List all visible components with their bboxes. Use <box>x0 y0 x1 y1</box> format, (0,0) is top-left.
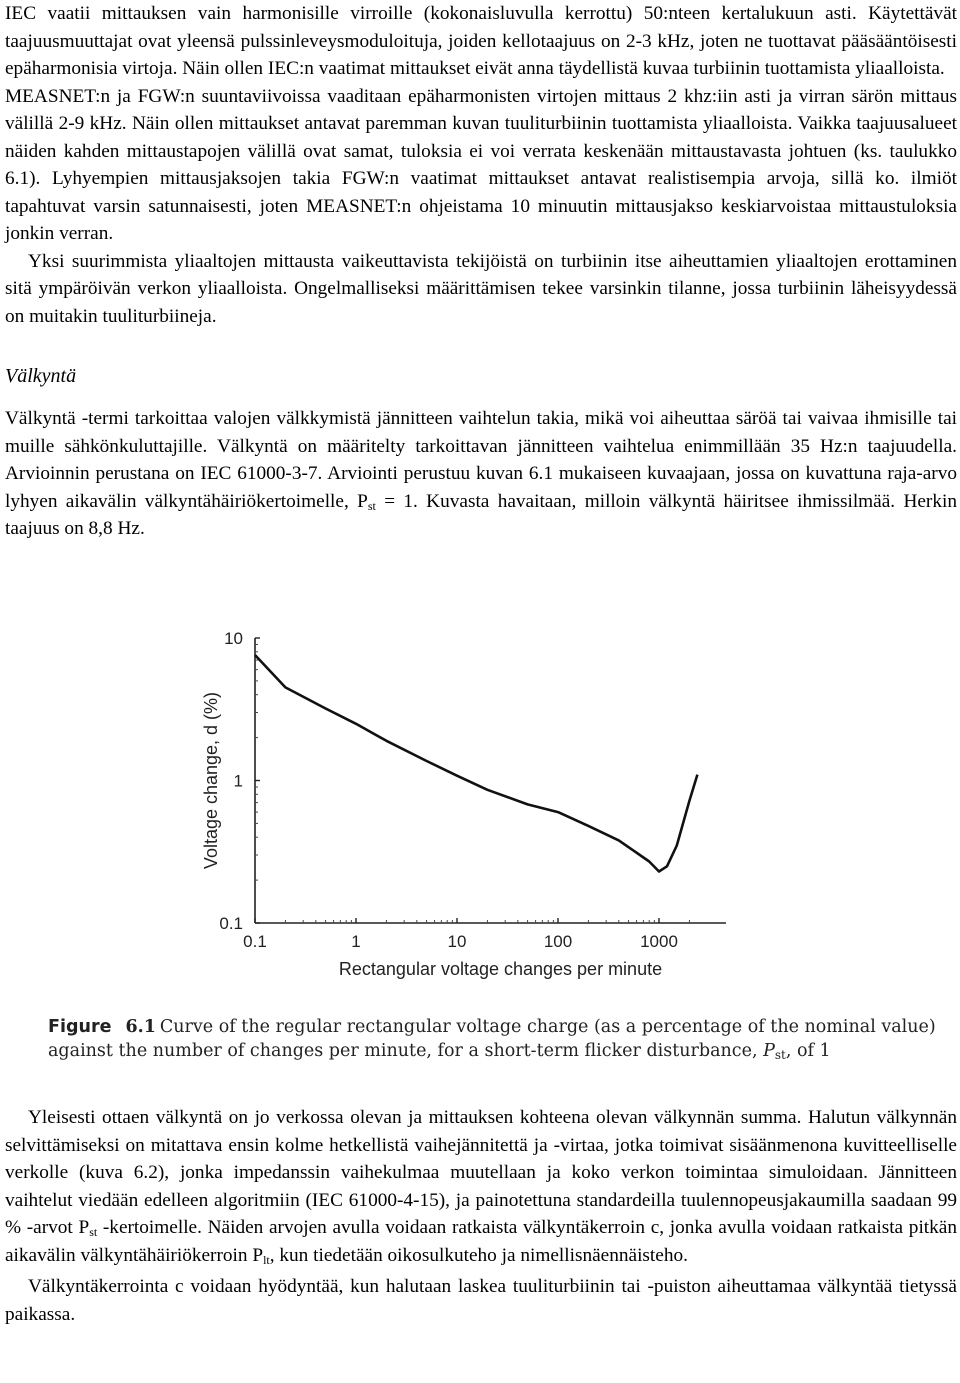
document-page <box>5 0 957 543</box>
y-tick-label: 0.1 <box>219 914 243 933</box>
pst-subscript-2: st <box>89 1225 98 1239</box>
plt-subscript: lt <box>263 1252 270 1267</box>
pst-subscript: st <box>367 498 376 513</box>
caption-symbol-sub: st <box>774 1048 786 1062</box>
document-page-lower <box>5 1104 957 1328</box>
measurement-text-a: Yleisesti ottaen välkyntä on jo verkossa olevan ja mittauksen kohteena olevan välkynnän summa. Halutun välkynnän selvittämiseksi on mitattava ensin kolme hetkellistä vaihejännitettä ja -virtaa, jotka toimivat sisäänmenona kuvitteelliselle verkolle (kuva 6.2), jonka impedanssin vaihekulmaa muutellaan ja koko verkon toimintaa simuloidaan. Jännitteen vaihtelut viedään edelleen algoritmiin (IEC 61000-4-15), ja painotettuna standardeilla tuulennopeusjakaumilla saadaan 99 % -arvot P <box>5 1107 957 1238</box>
y-axis-title: Voltage change, d (%) <box>201 691 221 870</box>
x-axis-title: Rectangular voltage changes per minute <box>338 959 663 979</box>
chart-axes <box>255 638 726 923</box>
flicker-text-b: = 1. Kuvasta havaitaan, milloin välkyntä häiritsee ihmissilmää. Herkin taajuus on 8,8 Hz. <box>5 490 957 539</box>
x-tick-label: 0.1 <box>243 932 267 951</box>
figure-caption <box>48 1015 948 1063</box>
series-curve <box>255 655 697 872</box>
caption-text-b: , of 1 <box>785 1041 831 1061</box>
measurement-text-c: , kun tiedetään oikosulkuteho ja nimellisnäennäisteho. <box>269 1244 688 1266</box>
figure-label: Figure <box>48 1017 112 1037</box>
figure-number: 6.1 <box>125 1017 156 1037</box>
paragraph-flicker-measurement <box>5 1104 957 1269</box>
caption-text-a: Curve of the regular rectangular voltage charge (as a percentage of the nominal value) against the number of changes per minute, for a short-term flicker disturbance, <box>48 1017 936 1061</box>
paragraph-flicker-coefficient: Välkyntäkerrointa c voidaan hyödyntää, kun halutaan laskea tuuliturbiinin tai -puiston aiheuttamaa välkyntää tietyssä paikassa. <box>5 1276 957 1325</box>
section-heading-flicker: Välkyntä <box>5 365 77 387</box>
x-tick-label: 1000 <box>640 932 678 951</box>
paragraph-harmonics-iec: IEC vaatii mittauksen vain harmonisille virroille (kokonaisluvulla kerrottu) 50:nteen kertalukuun asti. Käytettävät taajuusmuuttajat ovat yleensä pulssinleveysmoduloituja, joiden kellotaajuus on 2-3 kHz, joten ne tuottavat pääsääntöisesti epäharmonisia virtoja. Näin ollen IEC:n vaatimat mittaukset eivät anna täydellistä kuvaa turbiinin tuottamista yliaalloista. <box>5 3 957 79</box>
flicker-curve-chart <box>0 610 960 1010</box>
chart-ticks <box>255 638 689 923</box>
x-tick-label: 10 <box>447 932 467 951</box>
chart-labels <box>201 629 678 979</box>
paragraph-measnet-fgw: MEASNET:n ja FGW:n suuntaviivoissa vaaditaan epäharmonisten virtojen mittaus 2 khz:iin asti ja virran särön mittaus välillä 2-9 kHz. Näin ollen mittaukset antavat paremman kuvan tuuliturbiinin tuottamista yliaalloista. Vaikka taajuusalueet näiden kahden mittaustapojen välillä ovat samat, tuloksia ei voi verrata keskenään mittaustavasta johtuen (ks. taulukko 6.1). Lyhyempien mittausjaksojen takia FGW:n vaatimat mittaukset antavat realistisempia arvoja, sillä ko. ilmiöt tapahtuvat varsin satunnaisesti, joten MEASNET:n ohjeistama 10 minuutin mittausjakso keskiarvoistaa mittaustuloksia jonkin verran. <box>5 85 957 244</box>
measurement-text-b: -kertoimelle. Näiden arvojen avulla voidaan ratkaista välkyntäkerroin c, jonka avulla voidaan ratkaista pitkän aikavälin välkyntähäiriökerroin P <box>5 1217 957 1266</box>
x-tick-label: 100 <box>543 932 573 951</box>
flicker-text-a: Välkyntä -termi tarkoittaa valojen välkkymistä jännitteen vaihtelun takia, mikä voi aiheuttaa säröä tai vaivaa ihmisille tai muille sähkönkuluttajille. Välkyntä on määritelty tarkoittavan jännitteen vaihtelua enimmillään 35 Hz:n taajuudella. Arvioinnin perustana on IEC 61000-3-7. Arviointi perustuu kuvan 6.1 mukaiseen kuvaajaan, jossa on kuvattuna raja-arvo lyhyen aikavälin välkyntähäiriökertoimelle, P <box>5 408 957 512</box>
y-tick-label: 1 <box>233 771 243 791</box>
paragraph-harmonics-difficulty: Yksi suurimmista yliaaltojen mittausta vaikeuttavista tekijöistä on turbiinin itse aiheuttamien yliaaltojen erottaminen sitä ympäröivän verkon yliaalloista. Ongelmalliseksi määrittämisen tekee varsinkin tilanne, jossa turbiinin läheisyydessä on muitakin tuuliturbiineja. <box>5 250 957 327</box>
x-tick-label: 1 <box>351 932 361 951</box>
paragraph-flicker-definition <box>5 405 957 543</box>
caption-symbol: P <box>763 1041 775 1061</box>
y-tick-label: 10 <box>224 629 243 648</box>
